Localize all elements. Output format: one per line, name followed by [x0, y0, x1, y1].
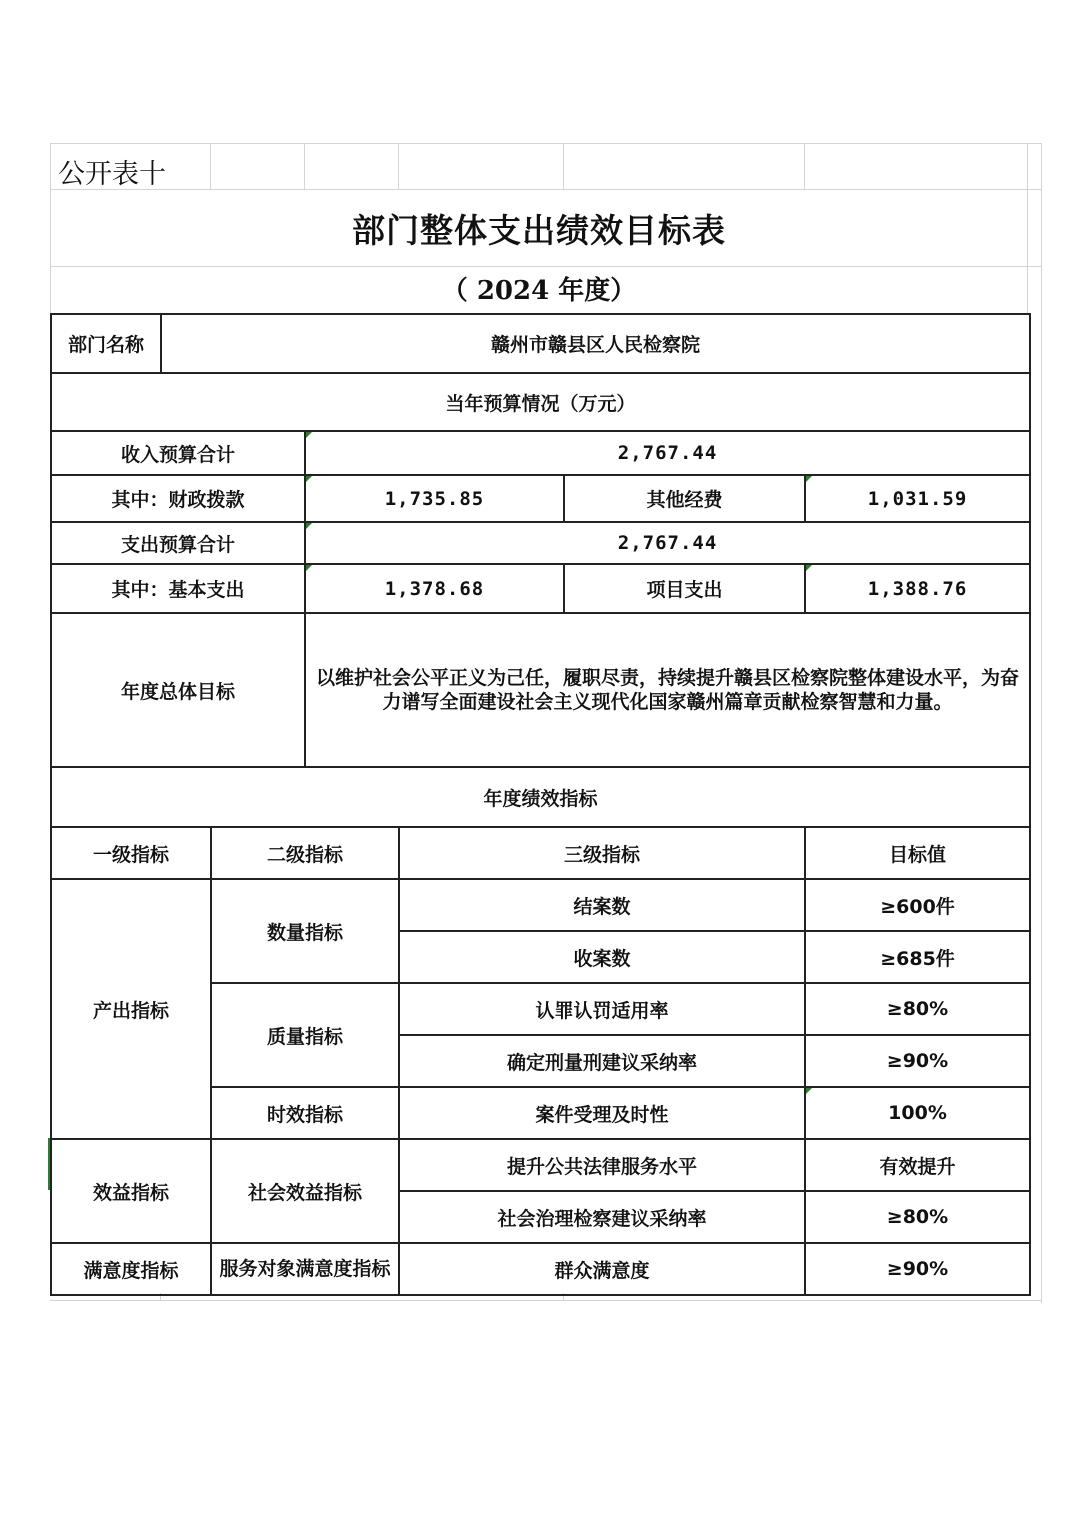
basic-row	[51, 564, 1030, 613]
dept-label: 部门名称	[51, 314, 161, 373]
cell-marker	[806, 565, 812, 571]
target-cell	[805, 1087, 1030, 1139]
cell-marker	[806, 476, 812, 482]
grid-line	[50, 143, 1042, 144]
table-row	[51, 879, 1030, 931]
project-label: 项目支出	[564, 564, 805, 613]
fiscal-value-text: 1,735.85	[384, 487, 485, 510]
expense-total-value-text: 2,767.44	[617, 532, 718, 554]
level2-social: 社会效益指标	[211, 1139, 399, 1243]
target-cell: ≥600件	[805, 879, 1030, 931]
target-cell: ≥80%	[805, 983, 1030, 1035]
dept-value: 赣州市赣县区人民检察院	[161, 314, 1030, 373]
year-label: （ 2024 年度）	[441, 276, 637, 306]
page-label: 公开表十	[58, 159, 166, 190]
level3-cell: 收案数	[399, 931, 805, 983]
dept-row	[51, 314, 1030, 373]
fiscal-row	[51, 475, 1030, 522]
cell-marker	[806, 1088, 812, 1094]
indicator-header-row	[51, 767, 1030, 827]
target-cell: 有效提升	[805, 1139, 1030, 1191]
goal-text: 以维护社会公平正义为己任，履职尽责，持续提升赣县区检察院整体建设水平，为奋力谱写全面建设社会主义现代化国家赣州篇章贡献检察智慧和力量。	[305, 613, 1030, 767]
level3-cell: 认罪认罚适用率	[399, 983, 805, 1035]
level2-service-satisfaction: 服务对象满意度指标	[211, 1243, 399, 1295]
other-label: 其他经费	[564, 475, 805, 522]
level3-cell: 提升公共法律服务水平	[399, 1139, 805, 1191]
fiscal-value	[305, 475, 564, 522]
project-value-text: 1,388.76	[867, 577, 968, 600]
col-level3: 三级指标	[399, 827, 805, 879]
level1-benefit: 效益指标	[51, 1139, 211, 1243]
expense-total-value	[305, 522, 1030, 564]
income-total-value	[305, 431, 1030, 475]
performance-table	[50, 313, 1031, 1296]
other-value	[805, 475, 1030, 522]
table-row	[51, 1139, 1030, 1191]
column-header-row	[51, 827, 1030, 879]
target-cell: ≥80%	[805, 1191, 1030, 1243]
budget-header: 当年预算情况（万元）	[51, 373, 1030, 431]
col-level2: 二级指标	[211, 827, 399, 879]
target-cell: ≥90%	[805, 1035, 1030, 1087]
target-cell: ≥685件	[805, 931, 1030, 983]
target-cell-text: 100%	[888, 1102, 947, 1124]
basic-label: 其中：基本支出	[51, 564, 305, 613]
fiscal-label: 其中：财政拨款	[51, 475, 305, 522]
grid-line	[563, 143, 564, 190]
level2-timeliness: 时效指标	[211, 1087, 399, 1139]
level2-quantity: 数量指标	[211, 879, 399, 983]
expense-total-label: 支出预算合计	[51, 522, 305, 564]
budget-header-row	[51, 373, 1030, 431]
basic-value-text: 1,378.68	[384, 577, 485, 600]
cell-marker	[306, 565, 312, 571]
grid-line	[304, 143, 305, 190]
goal-row	[51, 613, 1030, 767]
expense-total-row	[51, 522, 1030, 564]
project-value	[805, 564, 1030, 613]
table-row	[51, 1243, 1030, 1295]
income-total-value-text: 2,767.44	[617, 442, 718, 464]
grid-line	[1041, 143, 1042, 1303]
cell-marker	[306, 432, 312, 438]
level3-cell: 案件受理及时性	[399, 1087, 805, 1139]
page-title: 部门整体支出绩效目标表	[352, 211, 726, 250]
level1-output: 产出指标	[51, 879, 211, 1139]
grid-line	[398, 143, 399, 190]
income-total-row	[51, 431, 1030, 475]
other-value-text: 1,031.59	[867, 487, 968, 510]
goal-label: 年度总体目标	[51, 613, 305, 767]
grid-line	[50, 1300, 1042, 1301]
level2-quality: 质量指标	[211, 983, 399, 1087]
cell-marker	[306, 523, 312, 529]
grid-line	[210, 143, 211, 190]
target-cell: ≥90%	[805, 1243, 1030, 1295]
cell-marker	[306, 476, 312, 482]
level3-cell: 群众满意度	[399, 1243, 805, 1295]
level1-satisfaction: 满意度指标	[51, 1243, 211, 1295]
level3-cell: 确定刑量刑建议采纳率	[399, 1035, 805, 1087]
basic-value	[305, 564, 564, 613]
col-level1: 一级指标	[51, 827, 211, 879]
grid-line	[50, 266, 1042, 267]
income-total-label: 收入预算合计	[51, 431, 305, 475]
grid-line	[50, 189, 1042, 190]
indicator-header: 年度绩效指标	[51, 767, 1030, 827]
col-target: 目标值	[805, 827, 1030, 879]
level3-cell: 结案数	[399, 879, 805, 931]
grid-line	[804, 143, 805, 190]
level3-cell: 社会治理检察建议采纳率	[399, 1191, 805, 1243]
